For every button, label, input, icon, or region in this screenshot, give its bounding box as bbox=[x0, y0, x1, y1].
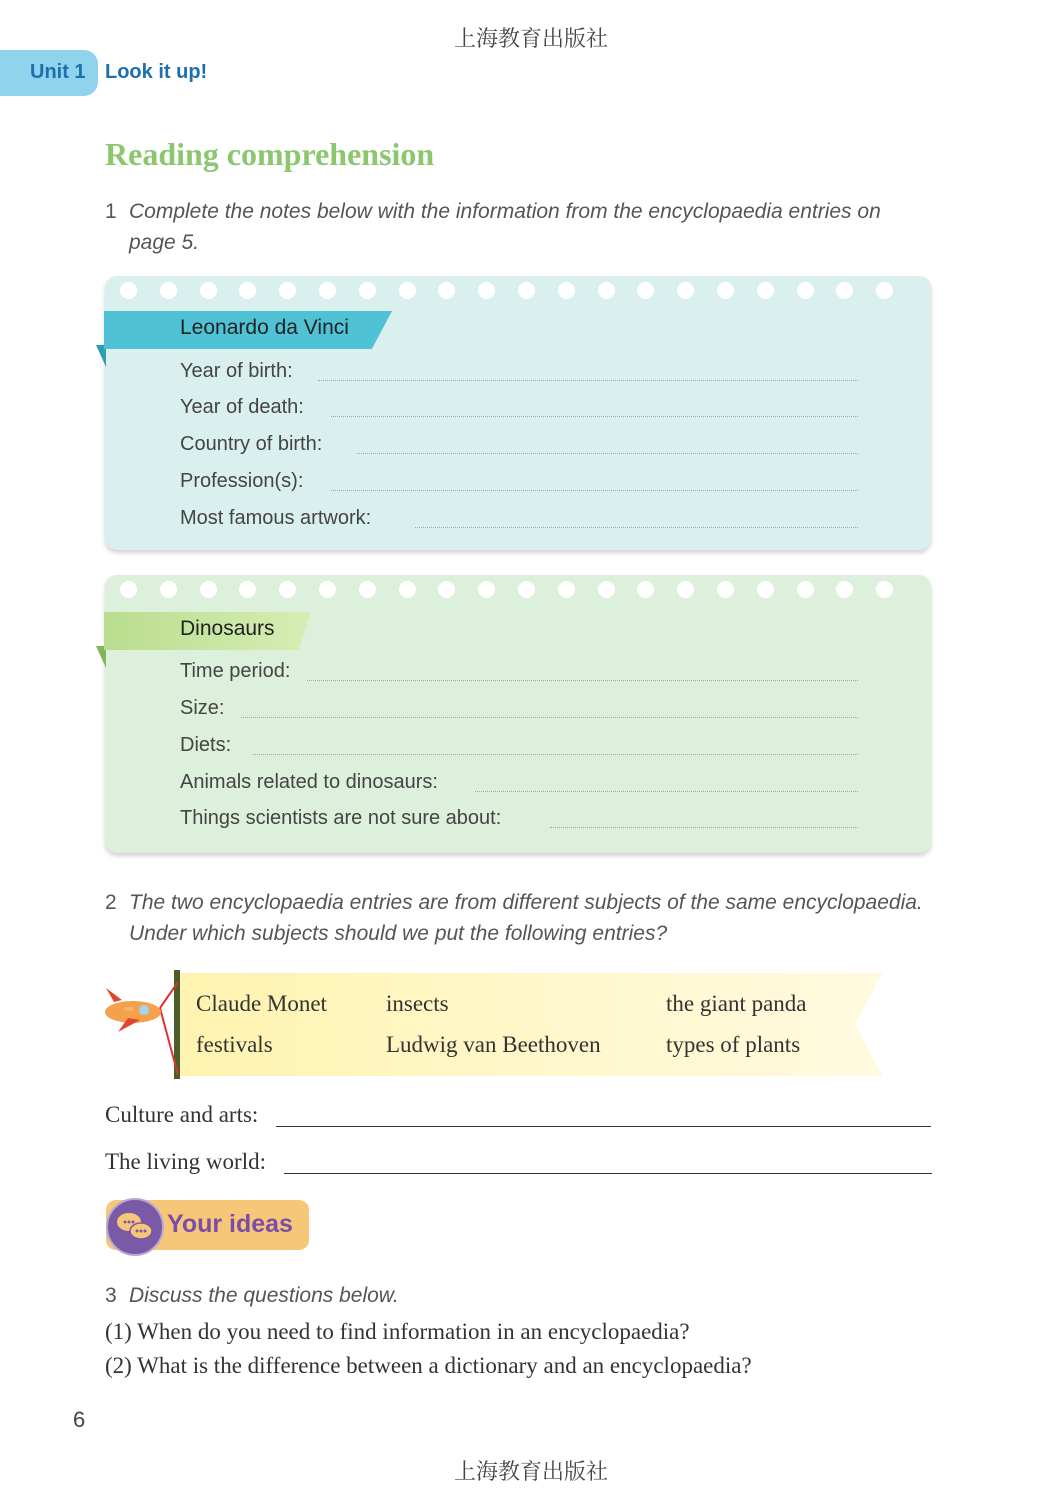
field-diets: Diets: bbox=[180, 734, 232, 756]
binder-hole bbox=[518, 282, 535, 299]
binder-hole bbox=[797, 581, 814, 598]
q1-text-line1: Complete the notes below with the information from the encyclopaedia entries on bbox=[129, 200, 881, 223]
field-size: Size: bbox=[180, 697, 225, 719]
q2-number: 2 bbox=[105, 891, 117, 914]
card-holes bbox=[120, 282, 900, 300]
word-bank-item: Ludwig van Beethoven bbox=[386, 1032, 601, 1057]
binder-hole bbox=[399, 581, 416, 598]
living-world-label: The living world: bbox=[105, 1149, 266, 1174]
binder-hole bbox=[279, 581, 296, 598]
binder-hole bbox=[598, 282, 615, 299]
culture-and-arts-answer-line[interactable] bbox=[276, 1126, 931, 1127]
binder-hole bbox=[160, 581, 177, 598]
field-scientists-not-sure: Things scientists are not sure about: bbox=[180, 807, 502, 829]
publisher-header: 上海教育出版社 bbox=[453, 27, 608, 52]
answer-line-professions[interactable] bbox=[331, 490, 858, 491]
answer-line-most-famous-artwork[interactable] bbox=[415, 527, 858, 528]
answer-line-scientists-not-sure[interactable] bbox=[550, 827, 858, 828]
answer-line-size[interactable] bbox=[241, 717, 858, 718]
binder-hole bbox=[239, 581, 256, 598]
binder-hole bbox=[478, 581, 495, 598]
publisher-footer: 上海教育出版社 bbox=[453, 1460, 608, 1485]
answer-line-year-of-death[interactable] bbox=[331, 416, 858, 417]
binder-hole bbox=[876, 581, 893, 598]
binder-hole bbox=[120, 282, 137, 299]
binder-hole bbox=[239, 282, 256, 299]
word-bank-item: the giant panda bbox=[666, 991, 807, 1016]
binder-hole bbox=[558, 282, 575, 299]
binder-hole bbox=[717, 581, 734, 598]
living-world-answer-line[interactable] bbox=[284, 1173, 932, 1174]
binder-hole bbox=[717, 282, 734, 299]
binder-hole bbox=[518, 581, 535, 598]
field-time-period: Time period: bbox=[180, 660, 291, 682]
binder-hole bbox=[797, 282, 814, 299]
field-most-famous-artwork: Most famous artwork: bbox=[180, 507, 372, 529]
field-professions: Profession(s): bbox=[180, 470, 304, 492]
binder-hole bbox=[757, 282, 774, 299]
unit-number: Unit 1 bbox=[30, 61, 86, 83]
leonardo-title: Leonardo da Vinci bbox=[180, 316, 349, 339]
binder-hole bbox=[876, 282, 893, 299]
binder-hole bbox=[319, 581, 336, 598]
q3-number: 3 bbox=[105, 1284, 117, 1307]
answer-line-related-animals[interactable] bbox=[475, 791, 858, 792]
binder-hole bbox=[319, 282, 336, 299]
section-title: Reading comprehension bbox=[105, 136, 435, 172]
binder-hole bbox=[637, 282, 654, 299]
field-related-animals: Animals related to dinosaurs: bbox=[180, 771, 438, 793]
binder-hole bbox=[200, 282, 217, 299]
binder-hole bbox=[200, 581, 217, 598]
field-country-of-birth: Country of birth: bbox=[180, 433, 323, 455]
binder-hole bbox=[677, 581, 694, 598]
binder-hole bbox=[836, 581, 853, 598]
q3-item: (1) When do you need to find information in an encyclopaedia? bbox=[105, 1319, 690, 1344]
binder-hole bbox=[757, 581, 774, 598]
culture-and-arts-label: Culture and arts: bbox=[105, 1102, 259, 1127]
q2-text-line2: Under which subjects should we put the following entries? bbox=[129, 922, 668, 945]
speech-bubbles-icon bbox=[106, 1198, 164, 1256]
word-bank-item: Claude Monet bbox=[196, 991, 327, 1016]
word-bank-item: types of plants bbox=[666, 1032, 801, 1057]
q1-number: 1 bbox=[105, 200, 117, 223]
binder-hole bbox=[438, 581, 455, 598]
field-year-of-birth: Year of birth: bbox=[180, 360, 293, 382]
card-holes bbox=[120, 581, 900, 599]
binder-hole bbox=[677, 282, 694, 299]
binder-hole bbox=[836, 282, 853, 299]
binder-hole bbox=[359, 282, 376, 299]
binder-hole bbox=[637, 581, 654, 598]
field-year-of-death: Year of death: bbox=[180, 396, 304, 418]
word-bank-item: festivals bbox=[196, 1032, 273, 1057]
answer-line-country-of-birth[interactable] bbox=[357, 453, 858, 454]
answer-line-diets[interactable] bbox=[253, 754, 858, 755]
binder-hole bbox=[399, 282, 416, 299]
q3-text: Discuss the questions below. bbox=[129, 1284, 399, 1307]
binder-hole bbox=[359, 581, 376, 598]
your-ideas-label: Your ideas bbox=[167, 1210, 293, 1238]
binder-hole bbox=[478, 282, 495, 299]
q1-text-line2: page 5. bbox=[129, 231, 200, 254]
page-number: 6 bbox=[73, 1407, 86, 1432]
binder-hole bbox=[438, 282, 455, 299]
q2-text-line1: The two encyclopaedia entries are from different subjects of the same encyclopaedia. bbox=[129, 891, 923, 914]
airplane-icon bbox=[100, 980, 178, 1080]
binder-hole bbox=[120, 581, 137, 598]
binder-hole bbox=[558, 581, 575, 598]
binder-hole bbox=[160, 282, 177, 299]
binder-hole bbox=[598, 581, 615, 598]
unit-title: Look it up! bbox=[105, 61, 208, 83]
answer-line-time-period[interactable] bbox=[307, 680, 858, 681]
word-bank-banner bbox=[180, 973, 883, 1076]
binder-hole bbox=[279, 282, 296, 299]
answer-line-year-of-birth[interactable] bbox=[318, 380, 858, 381]
q3-item: (2) What is the difference between a dictionary and an encyclopaedia? bbox=[105, 1353, 752, 1378]
dinosaurs-title: Dinosaurs bbox=[180, 617, 275, 640]
word-bank-item: insects bbox=[386, 991, 449, 1016]
